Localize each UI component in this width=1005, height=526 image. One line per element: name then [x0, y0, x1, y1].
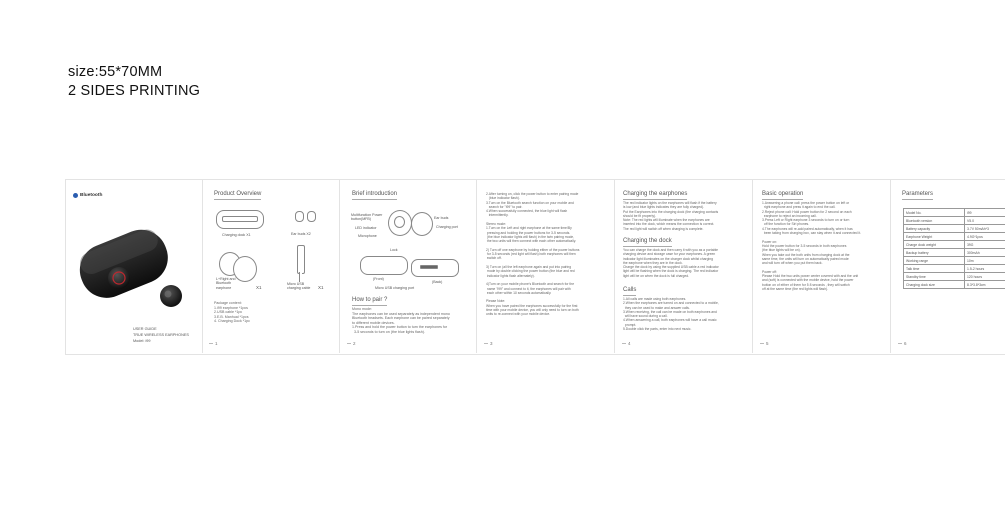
buds-label: Ear buds X2 [291, 232, 311, 236]
earphone-button-drawing [394, 216, 405, 228]
page-number: 3 [490, 341, 493, 346]
table-row [904, 281, 1005, 289]
table-row [904, 225, 1005, 233]
panel-divider [476, 179, 477, 353]
lr-earphone-drawing-right [233, 256, 257, 282]
usb-cable-drawing [297, 245, 305, 274]
cover-model: Model: i99 [133, 339, 151, 343]
calls-text: 1.All calls are made using both earphones. 2.When the earphones are turned on and connected to a mobile, they can be used to make and answer calls. 3.When receiving, the call can be made on both earphones and will have sound during a call. 4.When answering a call, both earphones will have a call music prompt. 5.Double click the parts, enter into next music. [623, 297, 719, 332]
param-key: Earphone Weight [904, 233, 965, 241]
case-label: Charging dock X1 [222, 233, 251, 237]
panel-divider [202, 179, 203, 353]
param-key: Model No. [904, 209, 965, 217]
dock-drawing-front [360, 256, 408, 275]
pair-text: Mono mode: The earphones can be used separately as independent mono Bluetooth headsets. Each earphone can be paired separately to different mobile devices. 1.Press and hold the power button to turn the earphones for 3-5 seconds to turn on (the blue lights flash). [352, 307, 450, 334]
basic-title: Basic operation [762, 191, 804, 197]
calls-title: Calls [623, 287, 637, 293]
basic-text: 1.Answering a phone call: press the power button on left or right earphone and press it again to end the call. 2.Reject phone call: Hold power button for 2 second on each earphone to reject an incoming call. 3.Press Left or Right earphone 3 seconds to turn on or turn off the function for Siri phones. 4.The earphones will re-add paired automatically, when it has been taking from charging box, can stay when it and connected it. Power on: Hold the power button for 3-5 seconds in both earphones (the blue lights will be on). When you take out the both units from charging dock at the same time, the units will turn on automatically paired mode and will turn off when you put them back. Power off: Please Hold the two units power center covered with and the unit and (soft) is connected with the mobile device, hold the power button on of either of them for 5 8 seconds , they will switch off at the same time (the red lights will flash). [762, 201, 862, 291]
table-row [904, 249, 1005, 257]
front-label: (Front) [373, 277, 384, 281]
param-key: Charge dock weight [904, 241, 965, 249]
page-number: 2 [353, 341, 356, 346]
param-value: i99 [965, 209, 1005, 217]
panel-divider [752, 179, 753, 353]
table-row [904, 241, 1005, 249]
param-key: Bluetooth version [904, 217, 965, 225]
charging-title: Charging the earphones [623, 191, 688, 197]
panel-divider [614, 179, 615, 353]
cable-label: Micro USB charging cable [287, 282, 311, 291]
param-value: 300mAh [965, 249, 1005, 257]
dock-lid-line [222, 216, 258, 222]
param-key: Battery capacity [904, 225, 965, 233]
mic-label: Microphone [358, 234, 377, 238]
cover-guide: USER GUIDE [133, 327, 157, 331]
table-row [904, 265, 1005, 273]
cable-qty: X1 [318, 285, 324, 290]
brand-name: Bluetooth [80, 193, 103, 198]
charging-text: The red indicator lights on the earphones will flash if the battery is low (and blue lights indicates they are fully charged). Put the Earphones into the charging dock (the charging contacts should be fit properly). Note: The red lights will illuminate when the earphones are inserted into the dock, which means the connection is correct. The red light will switch off when charging is complete. [623, 201, 719, 231]
dock-title: Charging the dock [623, 238, 672, 244]
param-value: 1.5-2 hours [965, 265, 1005, 273]
brief-title: Brief introduction [352, 191, 398, 197]
params-title: Parameters [902, 191, 934, 197]
bluetooth-icon [73, 193, 78, 198]
panel-divider [890, 179, 891, 353]
param-value: 3.7V 50mAh*3 [965, 225, 1005, 233]
back-label: (Back) [432, 280, 443, 284]
param-key: Working range [904, 257, 965, 265]
param-value: 39G [965, 241, 1005, 249]
package-contents: Package content: 1.i99 earphone *1pcs 2.USB cable *1pc 3.E.B. Manhual *1pcs 4. Charging Dock *1pc [214, 301, 250, 324]
charging-port-label: Charging port [436, 225, 458, 229]
param-key: Talk time [904, 265, 965, 273]
earphone-drawing-back [411, 212, 433, 236]
param-value: V5.0 [965, 217, 1005, 225]
page-number: 1 [215, 341, 218, 346]
pair-title: How to pair ? [352, 297, 388, 303]
page-number: 4 [628, 341, 631, 346]
page-number: 5 [766, 341, 769, 346]
lr-label: L+Right and Bluetooth earphone [216, 277, 236, 290]
power-button-label: Multifunction Power button(MFB) [351, 213, 383, 222]
brand-logo [73, 193, 102, 198]
param-value: 8.3*3.8*3cm [965, 281, 1005, 289]
param-value: 4.9G*1pcs [965, 233, 1005, 241]
pairing-text: 2.After turning on, click the power button to enter pairing mode (blue indicator flash). 3.Turn on the Bluetooth search function on your mobile and search for "i99" to pair. 4.When successfully connected, the blue light will flash intermittently. Stereo mode: 1.Turn on the Left and right earphone at the same time/By pressing and holding the power buttons for 3-5 seconds. (the blue indicator lights will flash) in the twin pairing mode, the two units will then connect with each other automatically. 2) Turn off one earphone by holding either of the power buttons for 3-5 seconds (red light will flash) both earphones will then switch off. 3) Turn on (all the left earphone again and put into pairing mode by double clicking the power button (the blue and red indicator lights flash alternately). 4)Turn on your mobile phone's Bluetooth and search for the name "i99" and connect to it, the earphones will pair with each other within 10 seconds automatically. Please Note: When you have paired the earphones successfully for the first time with your mobile device, you will only need to turn on both units to re-connect with your mobile device. [486, 192, 580, 317]
page-number: 6 [904, 341, 907, 346]
param-key: Charging dock size [904, 281, 965, 289]
table-row [904, 209, 1005, 217]
usb-cable-wire [299, 272, 302, 282]
overview-title: Product Overview [214, 191, 262, 197]
earbud-drawing-left [295, 211, 304, 222]
led-label: LED indicator [355, 226, 377, 230]
table-row [904, 217, 1005, 225]
earbud-drawing-right [307, 211, 316, 222]
size-label: size:55*70MM [68, 64, 163, 80]
table-row [904, 233, 1005, 241]
micro-usb-label: Micro USB charging port [375, 286, 415, 290]
cover-product: TRUE WIRELESS EARPHONES [133, 333, 189, 337]
lock-label: Lock [390, 248, 398, 252]
table-row [904, 257, 1005, 265]
param-value: 10m [965, 257, 1005, 265]
lr-qty: X1 [256, 285, 262, 290]
panel-divider [339, 179, 340, 353]
table-row [904, 273, 1005, 281]
parameters-table [903, 208, 1005, 289]
dock-text: You can charge the dock and then carry it with you as a portable charging device and storage case for your earphones. A green indicator light illuminates on the charger dock whilst charging the earphone when they are in the dock. Charge the dock by using the supplied USB cable a red indicator light will be flashing when the dock is charging. The red indicator light will be on when the dock is full charged. [623, 248, 719, 278]
earphone-case-photo [75, 214, 199, 314]
earbuds-label: Ear buds [434, 216, 449, 220]
param-value: 120 hours [965, 273, 1005, 281]
param-key: Backup battery [904, 249, 965, 257]
print-note: 2 SIDES PRINTING [68, 83, 201, 99]
param-key: Standby time [904, 273, 965, 281]
usb-port-drawing [420, 265, 438, 269]
